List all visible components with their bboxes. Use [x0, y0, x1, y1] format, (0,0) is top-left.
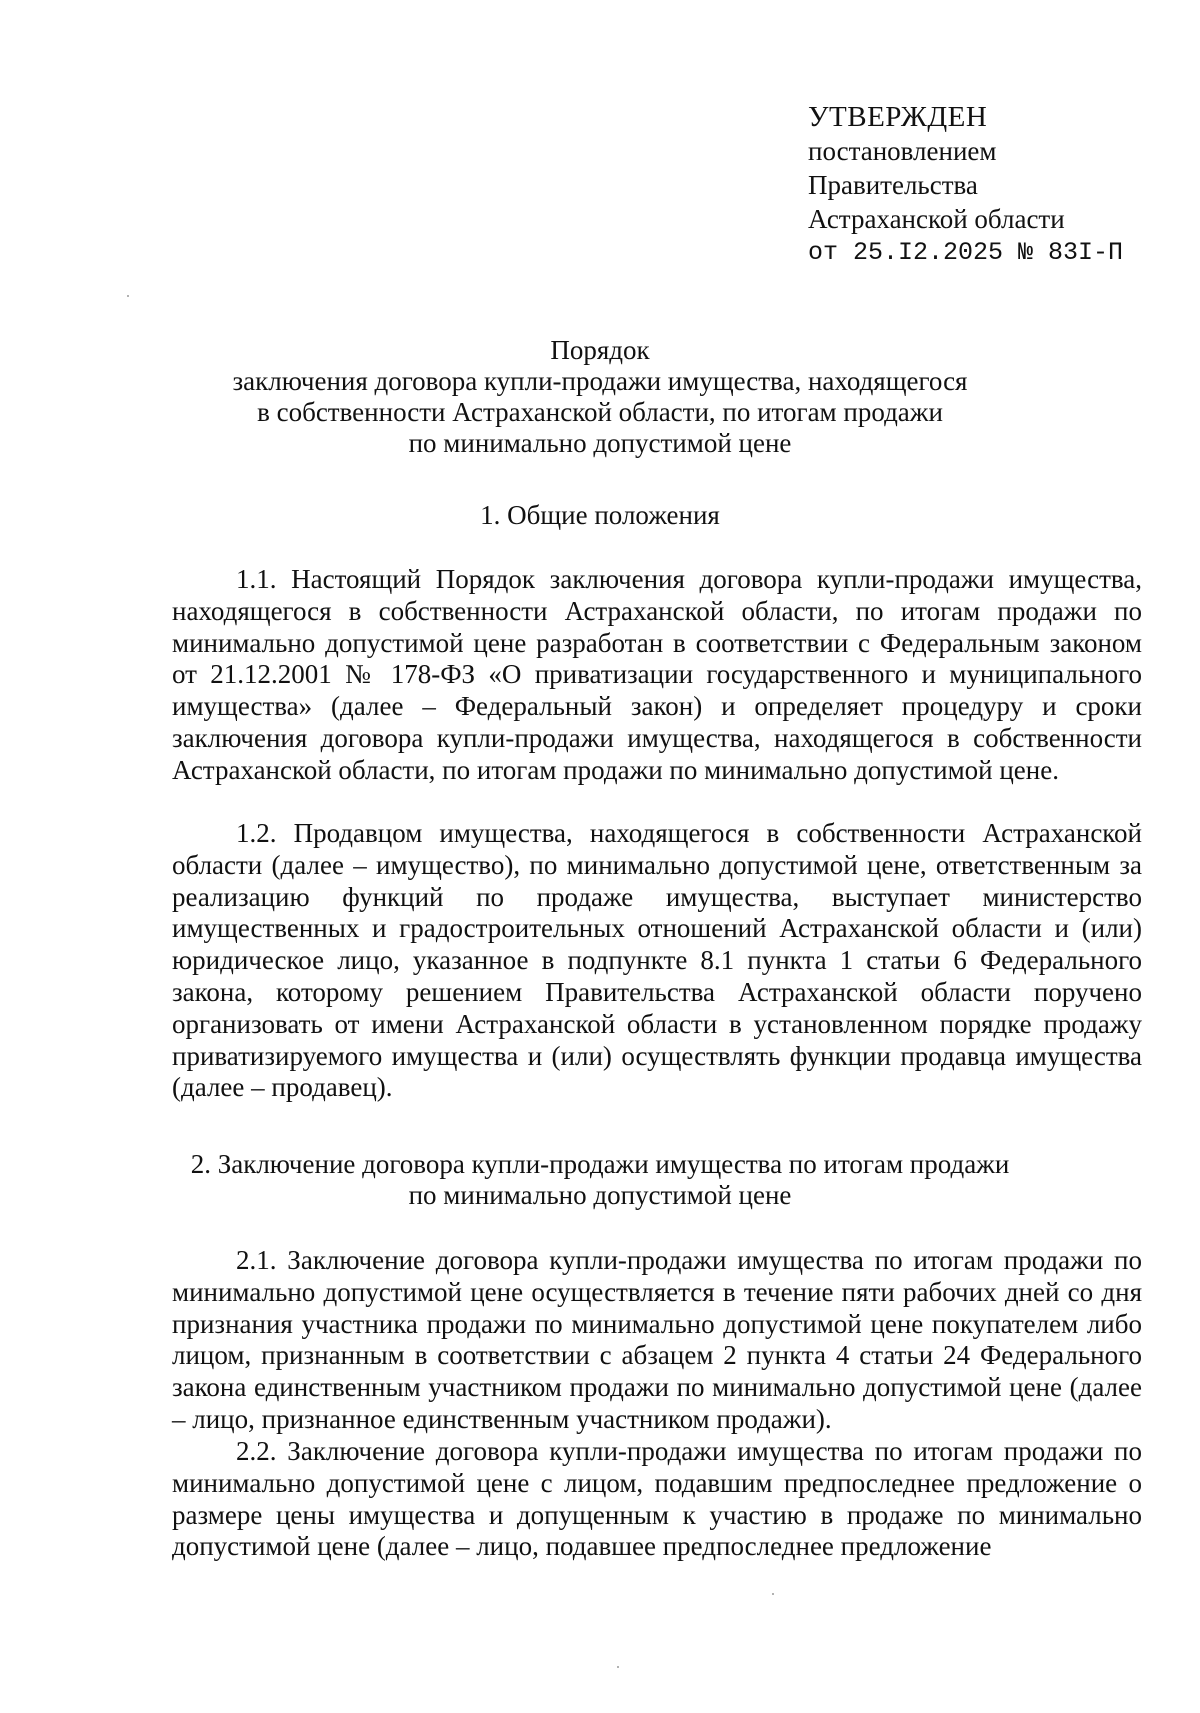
approval-stamp	[808, 100, 1168, 270]
title-line: заключения договора купли-продажи имущества, находящегося	[232, 366, 968, 396]
approval-date: от 25.I2.2025 № 83I-П	[808, 238, 1124, 267]
title-line: в собственности Астраханской области, по итогам продажи	[257, 397, 943, 427]
title-line: по минимально допустимой цене	[408, 428, 792, 458]
approval-line: постановлением	[808, 136, 997, 166]
title-line: Порядок	[550, 335, 650, 365]
paragraph-1-2: 1.2. Продавцом имущества, находящегося в собственности Астраханской области (далее – имущество), по минимально допустимой цене, ответственным за реализацию функций по продаже имущества, выступает министерство имущественных и градостроительных отношений Астраханской области и (или) юридическое лицо, указанное в подпункте 8.1 пункта 1 статьи 6 Федерального закона, которому решением Правительства Астраханской области поручено организовать от имени Астраханской области в установленном порядке продажу приватизируемого имущества и (или) осуществлять функции продавца имущества (далее – продавец).	[172, 818, 1142, 1103]
scan-speck	[772, 1593, 774, 1595]
approval-line: Правительства	[808, 170, 978, 200]
section-1-heading: 1. Общие положения	[480, 500, 720, 530]
approval-title: УТВЕРЖДЕН	[808, 101, 988, 133]
paragraph-2-2: 2.2. Заключение договора купли-продажи имущества по итогам продажи по минимально допустимой цене с лицом, подавшим предпоследнее предложение о размере цены имущества и допущенным к участию в продаже по минимально допустимой цене (далее – лицо, подавшее предпоследнее предложение	[172, 1436, 1142, 1562]
approval-line: Астраханской области	[808, 204, 1065, 234]
section-2-heading: 2. Заключение договора купли-продажи имущества по итогам продажи по минимально допустимой цене	[190, 1149, 1010, 1210]
scan-speck	[127, 295, 129, 297]
paragraph-1-1: 1.1. Настоящий Порядок заключения договора купли-продажи имущества, находящегося в собственности Астраханской области, по итогам продажи по минимально допустимой цене разработан в соответствии с Федеральным законом от 21.12.2001 № 178-ФЗ «О приватизации государственного и муниципального имущества» (далее – Федеральный закон) и определяет процедуру и сроки заключения договора купли-продажи имущества, находящегося в собственности Астраханской области, по итогам продажи по минимально допустимой цене.	[172, 564, 1142, 785]
paragraph-2-1: 2.1. Заключение договора купли-продажи имущества по итогам продажи по минимально допустимой цене осуществляется в течение пяти рабочих дней со дня признания участника продажи по минимально допустимой цене покупателем либо лицом, признанным в соответствии с абзацем 2 пункта 4 статьи 24 Федерального закона единственным участником продажи по минимально допустимой цене (далее – лицо, признанное единственным участником продажи).	[172, 1245, 1142, 1434]
scan-speck	[617, 1666, 619, 1668]
document-title	[200, 335, 1000, 459]
